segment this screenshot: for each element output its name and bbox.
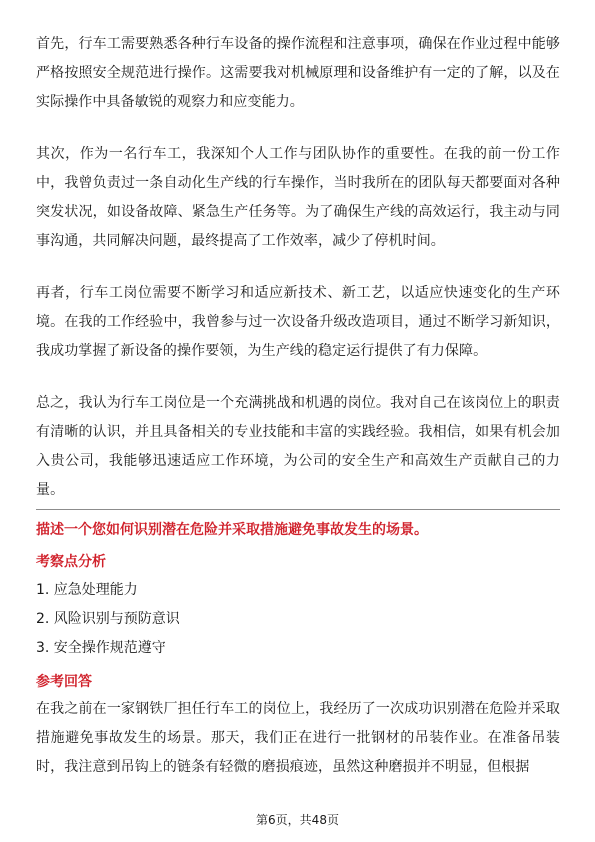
paragraph-third: 再者，行车工岗位需要不断学习和适应新技术、新工艺，以适应快速变化的生产环境。在我的工作经验中，我曾参与过一次设备升级改造项目，通过不断学习新知识，我成功掌握了新设备的操作要领，为生产线的稳定运行提供了有力保障。: [36, 285, 560, 359]
answer-heading: 参考回答: [36, 674, 92, 690]
page-number-footer: 第6页，共48页: [256, 813, 339, 827]
answer-text: 在我之前在一家钢铁厂担任行车工的岗位上，我经历了一次成功识别潜在危险并采取措施避免事故发生的场景。那天，我们正在进行一批钢材的吊装作业。在准备吊装时，我注意到吊钩上的链条有轻微的磨损痕迹，虽然这种磨损并不明显，但根据: [36, 701, 560, 775]
analysis-heading: 考察点分析: [36, 554, 106, 570]
analysis-point-list: [36, 576, 560, 663]
paragraph-fourth: 总之，我认为行车工岗位是一个充满挑战和机遇的岗位。我对自己在该岗位上的职责有清晰的认识，并且具备相关的专业技能和丰富的实践经验。我相信，如果有机会加入贵公司，我能够迅速适应工作环境，为公司的安全生产和高效生产贡献自己的力量。: [36, 395, 560, 498]
paragraph-second: 其次，作为一名行车工，我深知个人工作与团队协作的重要性。在我的前一份工作中，我曾负责过一条自动化生产线的行车操作，当时我所在的团队每天都要面对各种突发状况，如设备故障、紧急生产任务等。为了确保生产线的高效运行，我主动与同事沟通，共同解决问题，最终提高了工作效率，减少了停机时间。: [36, 146, 560, 249]
paragraph-first: 首先，行车工需要熟悉各种行车设备的操作流程和注意事项，确保在作业过程中能够严格按照安全规范进行操作。这需要我对机械原理和设备维护有一定的了解，以及在实际操作中具备敏锐的观察力和应变能力。: [36, 36, 560, 110]
analysis-point: 1. 应急处理能力: [36, 582, 138, 598]
analysis-point: 3. 安全操作规范遵守: [36, 640, 166, 656]
analysis-point: 2. 风险识别与预防意识: [36, 611, 180, 627]
document-page: [36, 30, 560, 782]
section-divider: [36, 509, 560, 510]
paragraph-gap: [36, 117, 560, 140]
paragraph-gap: [36, 366, 560, 389]
paragraph-gap: [36, 256, 560, 279]
interview-question: 描述一个您如何识别潜在危险并采取措施避免事故发生的场景。: [36, 522, 428, 538]
